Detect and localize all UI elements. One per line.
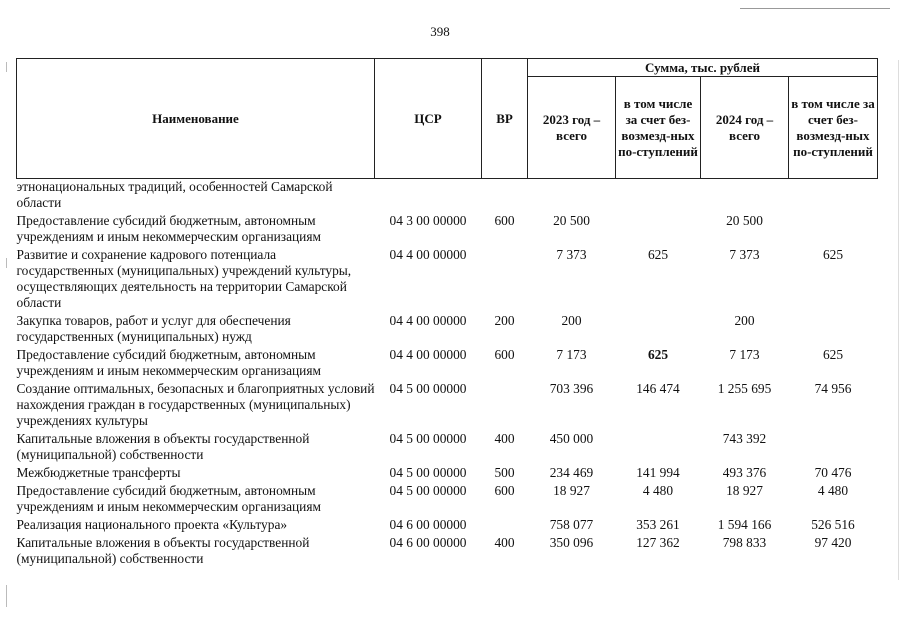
row-2024-total: 1 594 166: [717, 517, 772, 532]
row-vr: 200: [494, 313, 515, 328]
row-2024-free: 625: [822, 347, 844, 362]
row-2024-free: [789, 179, 878, 214]
budget-table: [16, 58, 878, 569]
header-vr: ВР: [482, 59, 528, 179]
row-2024-total: 200: [734, 313, 755, 328]
table-row: [17, 465, 878, 483]
table-row: [17, 179, 878, 214]
row-2023-total: 450 000: [549, 431, 594, 446]
row-2024-free: 625: [822, 247, 844, 262]
row-2024-total: 7 373: [729, 247, 760, 262]
row-vr: [482, 517, 528, 535]
row-2023-free: 625: [647, 347, 669, 362]
row-2024-total: 7 173: [729, 347, 760, 362]
row-2023-total: 703 396: [549, 381, 594, 396]
row-2023-total: 200: [561, 313, 582, 328]
margin-mark: [6, 585, 7, 607]
row-2023-free: [616, 313, 701, 347]
row-2024-free: 4 480: [817, 483, 849, 498]
row-2023-free: 353 261: [636, 517, 680, 532]
header-csr: ЦСР: [375, 59, 482, 179]
row-2023-total: 20 500: [553, 213, 590, 228]
row-name: Капитальные вложения в объекты государственной (муниципальной) собственности: [16, 431, 310, 462]
row-csr: 04 5 00 00000: [389, 483, 467, 498]
row-vr: 600: [494, 347, 515, 362]
table-row: [17, 517, 878, 535]
row-csr: 04 5 00 00000: [389, 431, 467, 446]
row-vr: 600: [494, 213, 515, 228]
scan-edge: [898, 60, 899, 580]
row-vr: [482, 247, 528, 313]
table-row: [17, 247, 878, 313]
row-2023-total: 350 096: [549, 535, 594, 550]
row-2023-free: [616, 431, 701, 465]
row-2024-free: 74 956: [814, 381, 852, 396]
row-2024-free: [789, 313, 878, 347]
row-csr: 04 5 00 00000: [389, 465, 467, 480]
row-vr: 400: [494, 535, 515, 550]
row-2023-free: 625: [647, 247, 669, 262]
row-2024-free: 526 516: [811, 517, 855, 532]
row-name: Межбюджетные трансферты: [16, 465, 181, 480]
scan-artifact-line: [740, 8, 890, 9]
header-name: Наименование: [17, 59, 375, 179]
row-2024-total: 493 376: [722, 465, 767, 480]
row-2024-free: 97 420: [814, 535, 852, 550]
table-row: [17, 347, 878, 381]
row-vr: [482, 381, 528, 431]
row-2023-total: [528, 179, 616, 214]
margin-mark: [6, 258, 7, 268]
row-2024-free: 70 476: [814, 465, 852, 480]
row-name: Предоставление субсидий бюджетным, автономным учреждениям и иным некоммерческим организациям: [16, 213, 321, 244]
header-sum-group: Сумма, тыс. рублей: [528, 59, 878, 77]
row-2024-total: 20 500: [726, 213, 763, 228]
row-name: Предоставление субсидий бюджетным, автономным учреждениям и иным некоммерческим организациям: [16, 347, 321, 378]
row-name: этнонациональных традиций, особенностей Самарской области: [16, 179, 333, 210]
row-vr: 600: [494, 483, 515, 498]
row-name: Развитие и сохранение кадрового потенциала государственных (муниципальных) учреждений культуры, осуществляющих деятельность на территории Самарской области: [16, 247, 352, 310]
row-vr: [482, 179, 528, 214]
margin-mark: [6, 62, 7, 72]
row-csr: 04 4 00 00000: [389, 347, 467, 362]
row-csr: 04 4 00 00000: [389, 247, 467, 262]
row-2024-free: [789, 431, 878, 465]
row-csr: 04 6 00 00000: [389, 535, 467, 550]
row-2024-total: 798 833: [722, 535, 767, 550]
row-2023-total: 18 927: [553, 483, 590, 498]
row-name: Реализация национального проекта «Культура»: [16, 517, 288, 532]
table-header: [17, 59, 878, 179]
row-2024-total: 1 255 695: [717, 381, 772, 396]
header-2023-total: 2023 год – всего: [528, 77, 616, 179]
row-name: Капитальные вложения в объекты государственной (муниципальной) собственности: [16, 535, 310, 566]
row-2024-total: 743 392: [722, 431, 767, 446]
row-2024-total: 18 927: [726, 483, 763, 498]
row-csr: 04 3 00 00000: [389, 213, 467, 228]
table-row: [17, 431, 878, 465]
row-2023-total: 234 469: [549, 465, 594, 480]
row-csr: 04 6 00 00000: [389, 517, 467, 532]
table-row: [17, 313, 878, 347]
header-2024-total: 2024 год – всего: [701, 77, 789, 179]
row-2023-free: 127 362: [636, 535, 680, 550]
row-2023-free: 141 994: [636, 465, 680, 480]
table-row: [17, 213, 878, 247]
row-2024-free: [789, 213, 878, 247]
row-2023-free: 4 480: [642, 483, 674, 498]
page-number: 398: [430, 24, 450, 39]
row-name: Предоставление субсидий бюджетным, автономным учреждениям и иным некоммерческим организациям: [16, 483, 321, 514]
row-csr: [375, 179, 482, 214]
row-vr: 500: [494, 465, 515, 480]
header-2023-free: в том числе за счет без-возмезд-ных по-ступлений: [616, 77, 701, 179]
table-body: [17, 179, 878, 570]
row-csr: 04 5 00 00000: [389, 381, 467, 396]
row-name: Закупка товаров, работ и услуг для обеспечения государственных (муниципальных) нужд: [16, 313, 291, 344]
row-vr: 400: [494, 431, 515, 446]
row-csr: 04 4 00 00000: [389, 313, 467, 328]
table-row: [17, 535, 878, 569]
row-2023-free: 146 474: [636, 381, 680, 396]
row-2023-free: [616, 179, 701, 214]
row-2024-total: [701, 179, 789, 214]
header-2024-free: в том числе за счет без-возмезд-ных по-ступлений: [789, 77, 878, 179]
table-row: [17, 381, 878, 431]
row-name: Создание оптимальных, безопасных и благоприятных условий нахождения граждан в государственных (муниципальных) учреждениях культуры: [16, 381, 375, 428]
table-row: [17, 483, 878, 517]
row-2023-total: 7 373: [556, 247, 587, 262]
row-2023-total: 7 173: [556, 347, 587, 362]
row-2023-free: [616, 213, 701, 247]
row-2023-total: 758 077: [549, 517, 594, 532]
